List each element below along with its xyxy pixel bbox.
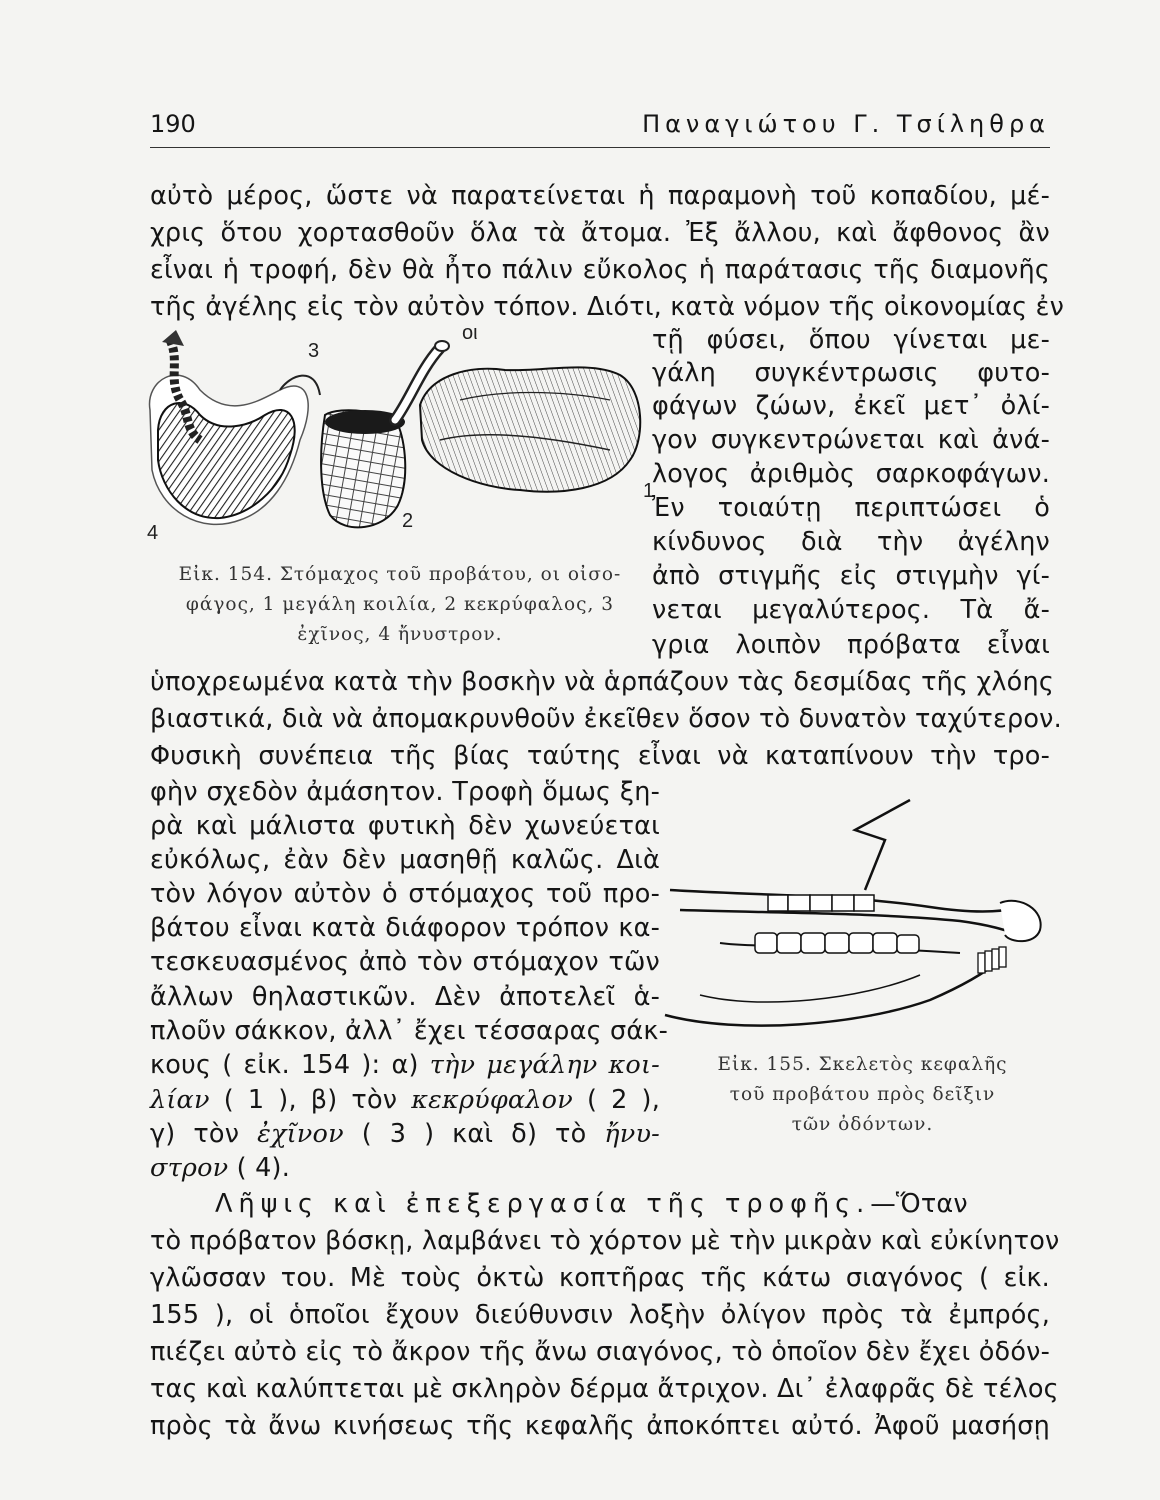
text-line: εὐκόλως, ἐὰν δὲν μασηθῇ καλῶς. Διὰ xyxy=(150,845,660,875)
text-line: βιαστικά, διὰ νὰ ἀπομακρυνθοῦν ἐκεῖθεν ὅσον τὸ δυνατὸν ταχύτερον. xyxy=(150,704,1062,734)
text-line: τας καὶ καλύπτεται μὲ σκληρὸν δέρμα ἄτριχον. Δι᾽ ἐλαφρᾶς δὲ τέλος xyxy=(150,1374,1059,1404)
section-heading-line xyxy=(150,1186,1050,1223)
text-line: λογος ἀριθμὸς σαρκοφάγων. xyxy=(652,459,1050,489)
text-line: Φυσικὴ συνέπεια τῆς βίας ταύτης εἶναι νὰ καταπίνουν τὴν τρο- xyxy=(150,741,1050,771)
enum-italic-term: στρον xyxy=(150,1153,229,1183)
text-line: Ἐν τοιαύτῃ περιπτώσει ὁ xyxy=(652,493,1050,523)
incisors xyxy=(978,947,1006,973)
lower-jaw-outline xyxy=(665,960,1000,1026)
text-line: τῇ φύσει, ὅπου γίνεται με- xyxy=(652,325,1050,355)
figure-155-skull-drawing xyxy=(660,795,1060,1045)
figure-label-2: 2 xyxy=(402,510,414,532)
text-line: τῆς ἀγέλης εἰς τὸν αὐτὸν τόπον. Διότι, κατὰ νόμον τῆς οἰκονομίας ἐν xyxy=(150,292,1065,322)
caption-line: φάγος, 1 μεγάλη κοιλία, 2 κεκρύφαλος, 3 xyxy=(185,594,615,615)
text-line: νεται μεγαλύτερος. Τὰ ἄ- xyxy=(652,595,1050,625)
text-line: φάγων ζώων, ἐκεῖ μετ᾽ ὀλί- xyxy=(652,391,1050,421)
rumen-shape xyxy=(420,367,640,491)
skull-outline xyxy=(855,800,910,890)
text-line: ἄλλων θηλαστικῶν. Δὲν ἀποτελεῖ ἁ- xyxy=(150,982,660,1012)
enum-text: ( 2 ), xyxy=(586,1085,661,1115)
enum-italic-term: τὴν μεγάλην κοι- xyxy=(429,1050,660,1080)
figure-label-oi: οι xyxy=(462,322,478,344)
text-line: φὴν σχεδὸν ἀμάσητον. Τροφὴ ὅμως ξη- xyxy=(150,777,660,807)
figure-label-1: 1 xyxy=(643,480,655,502)
enum-italic-term: λίαν xyxy=(150,1085,210,1115)
enum-italic-term: ἐχῖνον xyxy=(257,1119,344,1149)
enum-italic-term: κεκρύφαλον xyxy=(411,1085,573,1115)
text-line: τὸ πρόβατον βόσκῃ, λαμβάνει τὸ χόρτον μὲ τὴν μικρὰν καὶ εὐκίνητον xyxy=(150,1226,1060,1256)
caption-line: ἐχῖνος, 4 ἤνυστρον. xyxy=(297,624,503,645)
text-line: —Ὅταν xyxy=(870,1189,968,1219)
section-heading: Λῆψις καὶ ἐπεξεργασία τῆς τροφῆς. xyxy=(215,1189,871,1219)
text-line: κίνδυνος διὰ τὴν ἀγέλην xyxy=(652,527,1050,557)
text-line: βάτου εἶναι κατὰ διάφορον τρόπον κα- xyxy=(150,913,660,943)
text-line: τὸν λόγον αὐτὸν ὁ στόμαχος τοῦ προ- xyxy=(150,879,660,909)
text-line: ὑποχρεωμένα κατὰ τὴν βοσκὴν νὰ ἁρπάζουν τὰς δεσμίδας τῆς χλόης xyxy=(150,667,1055,697)
enum-text: ( 1 ), β) τὸν xyxy=(223,1085,398,1115)
caption-line: Εἰκ. 154. Στόμαχος τοῦ προβάτου, οι οἰσο- xyxy=(178,564,622,585)
text-line: γρια λοιπὸν πρόβατα εἶναι xyxy=(652,630,1050,660)
text-line: πρὸς τὰ ἄνω κινήσεως τῆς κεφαλῆς ἀποκόπτει αὐτό. Ἀφοῦ μασήσῃ xyxy=(150,1411,1050,1441)
enum-italic-term: ἤνυ- xyxy=(604,1119,660,1149)
enum-text: κους ( εἰκ. 154 ): α) xyxy=(150,1050,419,1080)
caption-line: τοῦ προβάτου πρὸς δεῖξιν xyxy=(729,1084,996,1105)
figure-label-3: 3 xyxy=(308,340,320,362)
figure-155-caption xyxy=(665,1050,1060,1140)
text-line: αὐτὸ μέρος, ὥστε νὰ παρατείνεται ἡ παραμονὴ τοῦ κοπαδίου, μέ- xyxy=(150,181,1050,211)
caption-line: Εἰκ. 155. Σκελετὸς κεφαλῆς xyxy=(717,1054,1008,1075)
page-number: 190 xyxy=(150,110,196,138)
text-line: πλοῦν σάκκον, ἀλλ᾽ ἔχει τέσσαρας σάκ- xyxy=(150,1016,669,1046)
text-line: ρὰ καὶ μάλιστα φυτικὴ δὲν χωνεύεται xyxy=(150,811,660,841)
text-line: πιέζει αὐτὸ εἰς τὸ ἄκρον τῆς ἄνω σιαγόνος, τὸ ὁποῖον δὲν ἔχει ὀδόν- xyxy=(150,1337,1050,1367)
text-line: γον συγκεντρώνεται καὶ ἀνά- xyxy=(652,425,1050,455)
enum-line xyxy=(150,1082,660,1119)
caption-line: τῶν ὀδόντων. xyxy=(791,1114,934,1135)
enum-text: ( 4). xyxy=(236,1153,291,1183)
enum-line xyxy=(150,1047,660,1084)
text-line: εἶναι ἡ τροφή, δὲν θὰ ἦτο πάλιν εὔκολος ἡ παράτασις τῆς διαμονῆς xyxy=(150,255,1050,285)
text-line: ἀπὸ στιγμῆς εἰς στιγμὴν γί- xyxy=(652,561,1050,591)
figure-154-stomach-drawing xyxy=(140,320,650,550)
text-line: γλῶσσαν του. Μὲ τοὺς ὀκτὼ κοπτῆρας τῆς κάτω σιαγόνος ( εἰκ. xyxy=(150,1263,1050,1293)
lower-teeth xyxy=(755,933,919,953)
enum-text: γ) τὸν xyxy=(150,1119,240,1149)
enum-line xyxy=(150,1116,660,1153)
text-line: γάλη συγκέντρωσις φυτο- xyxy=(652,358,1050,388)
header-rule xyxy=(150,147,1050,148)
enum-text: ( 3 ) καὶ δ) τὸ xyxy=(361,1119,587,1149)
figure-label-4: 4 xyxy=(147,522,159,544)
text-line: χρις ὅτου χορτασθοῦν ὅλα τὰ ἄτομα. Ἐξ ἄλλου, καὶ ἄφθονος ἂν xyxy=(150,218,1050,248)
enum-line xyxy=(150,1150,660,1187)
text-line: τεσκευασμένος ἀπὸ τὸν στόμαχον τῶν xyxy=(150,947,660,977)
figure-154-caption xyxy=(150,560,650,650)
upper-teeth xyxy=(768,895,874,911)
running-title: Παναγιώτου Γ. Τσίληθρα xyxy=(642,110,1050,138)
text-line: 155 ), οἱ ὁποῖοι ἔχουν διεύθυνσιν λοξὴν ὀλίγον πρὸς τὰ ἐμπρός, xyxy=(150,1300,1050,1330)
